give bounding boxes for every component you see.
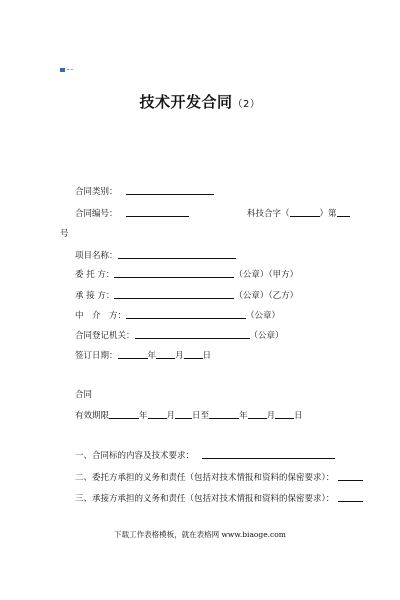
valid-to-month-word: 月 [266, 411, 276, 421]
contract-type-row [75, 185, 214, 198]
registry-blank[interactable] [135, 329, 250, 339]
contract-type-label: 合同类别： [75, 187, 118, 197]
contract-no-label: 合同编号： [75, 209, 118, 219]
project-name-blank[interactable] [118, 249, 236, 259]
valid-to-year-blank[interactable] [209, 409, 239, 419]
tech-contract-prefix: 科技合字（ [247, 209, 290, 219]
intermediary-row [75, 309, 280, 322]
number-wrap-text: 号 [60, 229, 69, 239]
title-number: （2） [232, 99, 261, 110]
item-2-row [75, 471, 363, 484]
intermediary-note: （公章） [246, 311, 281, 321]
number-wrap-row [60, 228, 69, 240]
sign-month-blank[interactable] [156, 349, 175, 359]
client-blank[interactable] [114, 268, 234, 278]
client-note: （公章）（甲方） [234, 270, 299, 280]
valid-from-year-blank[interactable] [109, 409, 139, 419]
contractor-label: 承 接 方： [75, 291, 115, 301]
valid-to-month-blank[interactable] [248, 409, 267, 419]
logo-icon [60, 68, 65, 72]
item-2-text: 二、委托方承担的义务和责任（包括对技术情报和资料的保密要求）： [75, 473, 335, 483]
project-name-row [75, 249, 236, 262]
client-label: 委 托 方： [75, 270, 115, 280]
validity-label: 有效期限 [75, 411, 110, 421]
valid-from-month-word: 月 [166, 411, 176, 421]
sign-month-word: 月 [175, 351, 184, 361]
tech-contract-year-blank[interactable] [290, 207, 320, 217]
contract-no-row [75, 207, 189, 220]
contractor-note: （公章）（乙方） [234, 291, 299, 301]
contract-word-row [75, 389, 92, 401]
valid-to-year-word: 年 [239, 411, 248, 421]
item-2-blank[interactable] [338, 471, 363, 481]
validity-row [75, 409, 303, 422]
tech-contract-seq-blank[interactable] [337, 207, 350, 217]
page-title [0, 91, 400, 112]
contractor-blank[interactable] [114, 289, 234, 299]
item-3-row [75, 492, 363, 505]
intermediary-blank[interactable] [126, 309, 246, 319]
sign-year-word: 年 [147, 351, 157, 361]
logo-text: ━ ━ [67, 67, 74, 72]
footer-text: 下载工作表格模板，就在表格网 www.biaoge.com [114, 530, 286, 539]
item-1-blank[interactable] [202, 449, 335, 459]
contractor-row [75, 289, 298, 302]
registry-label: 合同登记机关： [75, 331, 135, 341]
intermediary-label: 中 介 方： [75, 311, 127, 321]
project-name-label: 项目名称： [75, 251, 118, 261]
client-row [75, 268, 298, 281]
item-1-row [75, 449, 335, 462]
valid-from-year-word: 年 [139, 411, 148, 421]
tech-contract-number-row [247, 207, 350, 220]
sign-day-blank[interactable] [184, 349, 203, 359]
item-3-blank[interactable] [338, 492, 363, 502]
contract-no-blank[interactable] [126, 207, 189, 217]
valid-to-day-word: 日 [294, 411, 303, 421]
valid-to-word: 至 [200, 411, 210, 421]
contract-type-blank[interactable] [126, 185, 214, 195]
registry-row [75, 329, 284, 342]
sign-date-row [75, 349, 211, 362]
item-3-text: 三、承接方承担的义务和责任（包括对技术情报和资料的保密要求）： [75, 494, 335, 504]
registry-note: （公章） [249, 331, 284, 341]
sign-date-label: 签订日期： [75, 351, 118, 361]
tech-contract-suffix: ）第 [319, 209, 337, 219]
valid-from-month-blank[interactable] [148, 409, 167, 419]
contract-word: 合同 [75, 390, 93, 400]
title-text: 技术开发合同 [139, 93, 233, 111]
sign-year-blank[interactable] [118, 349, 148, 359]
header-logo [60, 68, 90, 73]
valid-to-day-blank[interactable] [275, 409, 294, 419]
valid-from-day-word: 日 [192, 411, 201, 421]
valid-from-day-blank[interactable] [175, 409, 192, 419]
sign-day-word: 日 [202, 351, 212, 361]
item-1-text: 一、合同标的内容及技术要求： [75, 451, 195, 461]
